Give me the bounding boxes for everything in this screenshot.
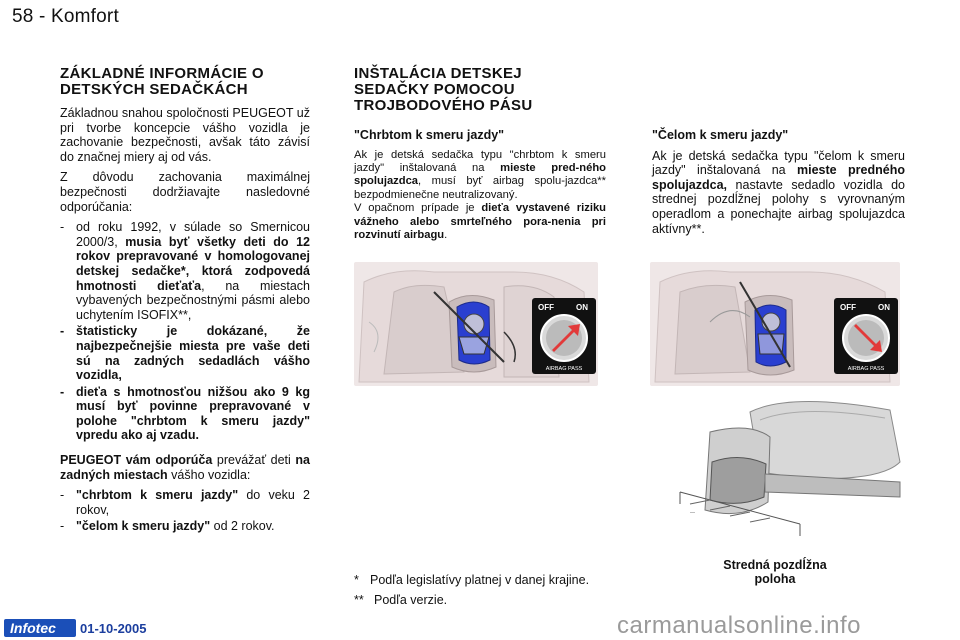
left-heading [60, 66, 310, 98]
left-heading-line2: DETSKÝCH SEDAČKÁCH [60, 81, 248, 98]
text: nastavte sedadlo vozidla do strednej pozdĺžnej polohy s vyrovnaným operadlom a ponechajte airbag spolujazdca aktívny**. [652, 177, 905, 236]
text: . [444, 229, 448, 242]
footnote-mark: * [354, 573, 359, 587]
bold-text: musia byť všetky deti do 12 rokov prepravované v homologovanej detskej sedačke*, ktorá zodpovedá hmotnosti dieťaťa [76, 234, 310, 293]
bold-text: mieste predného spolujazdca, [652, 163, 905, 192]
airbag-switch-on [834, 298, 898, 374]
recommendation-list [60, 488, 310, 534]
middle-heading [354, 66, 604, 114]
left-column [60, 106, 310, 540]
forward-facing-subheading: "Čelom k smeru jazdy" [652, 128, 789, 142]
safety-list-item: - štatisticky je dokázané, že najbezpečnejšie miesta pre vaše deti sú na zadných sedadlách vášho vozidla, [60, 324, 310, 382]
right-column [652, 128, 905, 242]
text: vášho vozidla: [167, 467, 251, 482]
footnote-2 [354, 593, 604, 608]
footnote-text: Podľa legislatívy platnej v danej krajine. [370, 573, 590, 587]
text: V opačnom prípade je [354, 202, 482, 215]
recommendation-list-item [60, 519, 310, 534]
middle-heading-line3: TROJBODOVÉHO PÁSU [354, 97, 533, 114]
text: , musí byť airbag spolu-jazdca** bezpodmienečne neutralizovaný. [354, 175, 606, 201]
switch-on-label: ON [576, 303, 588, 312]
bold-text: "chrbtom k smeru jazdy" [76, 488, 239, 503]
infotec-logo: Infotec [4, 619, 76, 637]
watermark: carmanualsonline.info [617, 612, 861, 639]
recommendation-paragraph [60, 453, 310, 482]
switch-caption: AIRBAG PASS [847, 366, 885, 372]
bold-text: dieťa vystavené riziku vážneho alebo smrteľného pora-nenia pri rozvinutí airbagu [354, 202, 606, 242]
footer-date: 01-10-2005 [80, 621, 147, 636]
text: Ak je detská sedačka typu "čelom k smeru jazdy" inštalovaná na [652, 148, 905, 178]
switch-off-label: OFF [538, 303, 554, 312]
safety-paragraph: Z dôvodu zachovania maximálnej bezpečnosti dodržiavajte nasledovné odporúčania: [60, 170, 310, 214]
switch-on-label: ON [878, 303, 890, 312]
middle-heading-line2: SEDAČKY POMOCOU [354, 81, 515, 98]
safety-list-item: - dieťa s hmotnosťou nižšou ako 9 kg musí byť povinne prepravované v polohe "chrbtom k smeru jazdy" vpredu ako aj vzadu. [60, 385, 310, 443]
middle-column [354, 128, 606, 248]
caption-line2: poloha [754, 572, 796, 586]
airbag-switch-icon [834, 298, 898, 374]
text: od roku 1992, v súlade so Smernicou 2000/3, [76, 220, 310, 249]
rear-facing-paragraph [354, 149, 606, 243]
text: do veku 2 rokov, [76, 488, 310, 517]
airbag-switch-icon [532, 298, 596, 374]
safety-list [60, 220, 310, 443]
text: , na miestach vybavených bezpečnostnými pásmi alebo uchytením ISOFIX**, [76, 278, 311, 322]
safety-list-item [60, 220, 310, 322]
seat-position-caption [690, 558, 860, 586]
text: Ak je detská sedačka typu "chrbtom k smeru jazdy" inštalovaná na [354, 148, 606, 174]
text: prevážať deti [212, 453, 296, 468]
forward-facing-paragraph [652, 149, 905, 237]
svg-text:—: — [690, 510, 695, 516]
switch-caption: AIRBAG PASS [545, 366, 583, 372]
rear-facing-subheading: "Chrbtom k smeru jazdy" [354, 128, 505, 142]
caption-line1: Stredná pozdĺžna [723, 558, 827, 572]
intro-paragraph: Základnou snahou spoločnosti PEUGEOT už pri tvorbe koncepcie vášho vozidla je zachovanie bezpečnosti, avšak táto závisí do značnej miery aj od vás. [60, 106, 310, 164]
recommendation-list-item [60, 488, 310, 517]
seat-rail-svg [650, 392, 908, 554]
footnotes [354, 573, 604, 608]
bold-text: PEUGEOT vám odporúča [60, 453, 213, 468]
bold-text: na zadných miestach [60, 453, 311, 482]
footnote-1 [354, 573, 604, 588]
footnote-mark: ** [354, 593, 364, 607]
seat-position-illustration [650, 392, 908, 554]
text: od 2 rokov. [210, 519, 275, 534]
bold-text: mieste pred-ného spolujazdca [354, 162, 606, 188]
middle-heading-line1: INŠTALÁCIA DETSKEJ [354, 65, 522, 82]
page-title: 58 - Komfort [12, 6, 119, 27]
switch-off-label: OFF [840, 303, 856, 312]
left-heading-line1: ZÁKLADNÉ INFORMÁCIE O [60, 65, 264, 82]
bold-text: "čelom k smeru jazdy" [76, 519, 211, 534]
airbag-switch-off [532, 298, 596, 374]
footnote-text: Podľa verzie. [374, 593, 448, 607]
